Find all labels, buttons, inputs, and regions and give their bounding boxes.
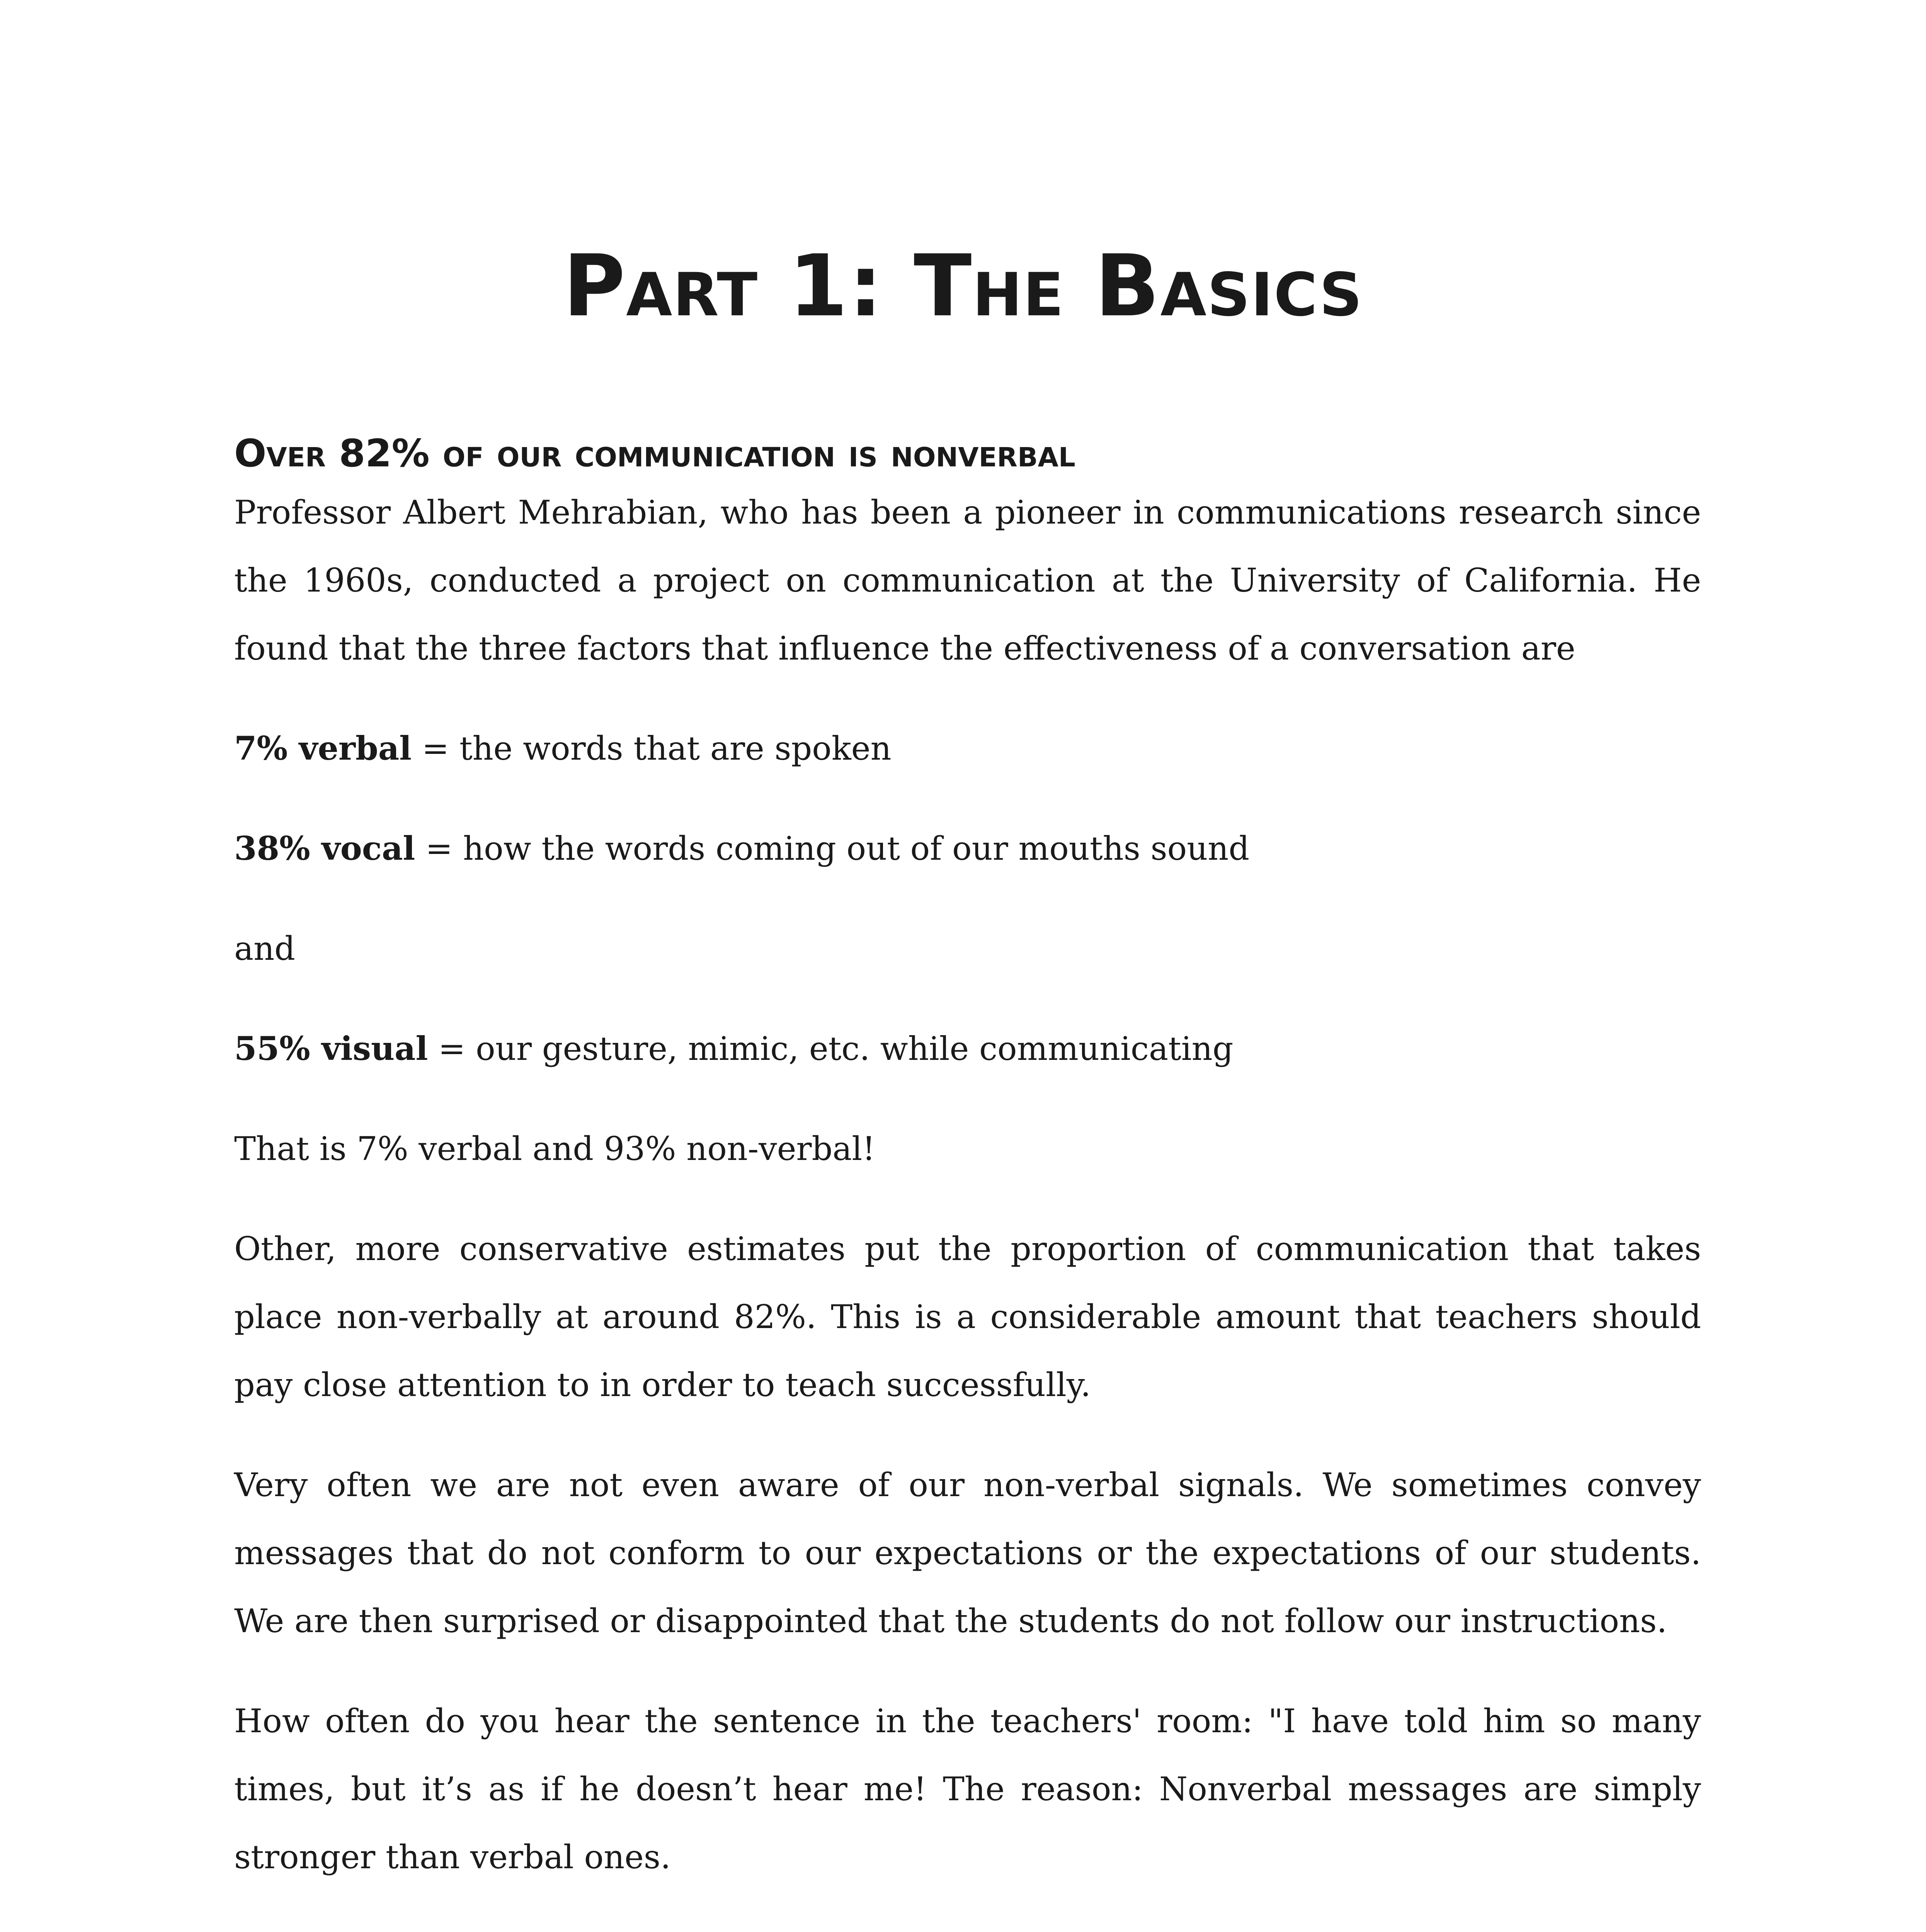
page-title: Part 1: The Basics: [563, 236, 1363, 335]
line-visual: [234, 1015, 1701, 1083]
verbal-percentage: 7% verbal: [234, 729, 412, 767]
page-body: [234, 429, 1701, 1932]
section-heading-nonverbal: Over 82% of our communication is nonverbal: [234, 432, 1075, 476]
visual-percentage: 55% visual: [234, 1029, 428, 1068]
paragraph-mehrabian: Professor Albert Mehrabian, who has been a pioneer in communications research since the 1960s, conducted a project on communication at the University of California. He found that the three factors that influence the effectiveness of a conversation are: [234, 493, 1701, 667]
line-that-is: That is 7% verbal and 93% non-verbal!: [234, 1130, 876, 1168]
paragraph-very-often: Very often we are not even aware of our non-verbal signals. We sometimes convey messages that do not conform to our expectations or the expectations of our students. We are then surprised or disappointed that the students do not follow our instructions.: [234, 1466, 1701, 1640]
visual-description: = our gesture, mimic, etc. while communicating: [428, 1030, 1234, 1068]
paragraph-other-estimates: Other, more conservative estimates put the proportion of communication that takes place non-verbally at around 82%. This is a considerable amount that teachers should pay close attention to in order to teach successfully.: [234, 1230, 1701, 1404]
paragraph-congruent: [234, 1923, 1701, 1932]
line-vocal: [234, 815, 1701, 883]
vocal-percentage: 38% vocal: [234, 829, 415, 867]
line-verbal: [234, 714, 1701, 782]
paragraph-how-often: How often do you hear the sentence in the teachers' room: "I have told him so many times, but it’s as if he doesn’t hear me! The reason: Nonverbal messages are simply stronger than verbal ones.: [234, 1702, 1701, 1876]
line-and: and: [234, 930, 295, 968]
verbal-description: = the words that are spoken: [412, 730, 892, 767]
vocal-description: = how the words coming out of our mouths sound: [415, 830, 1250, 867]
